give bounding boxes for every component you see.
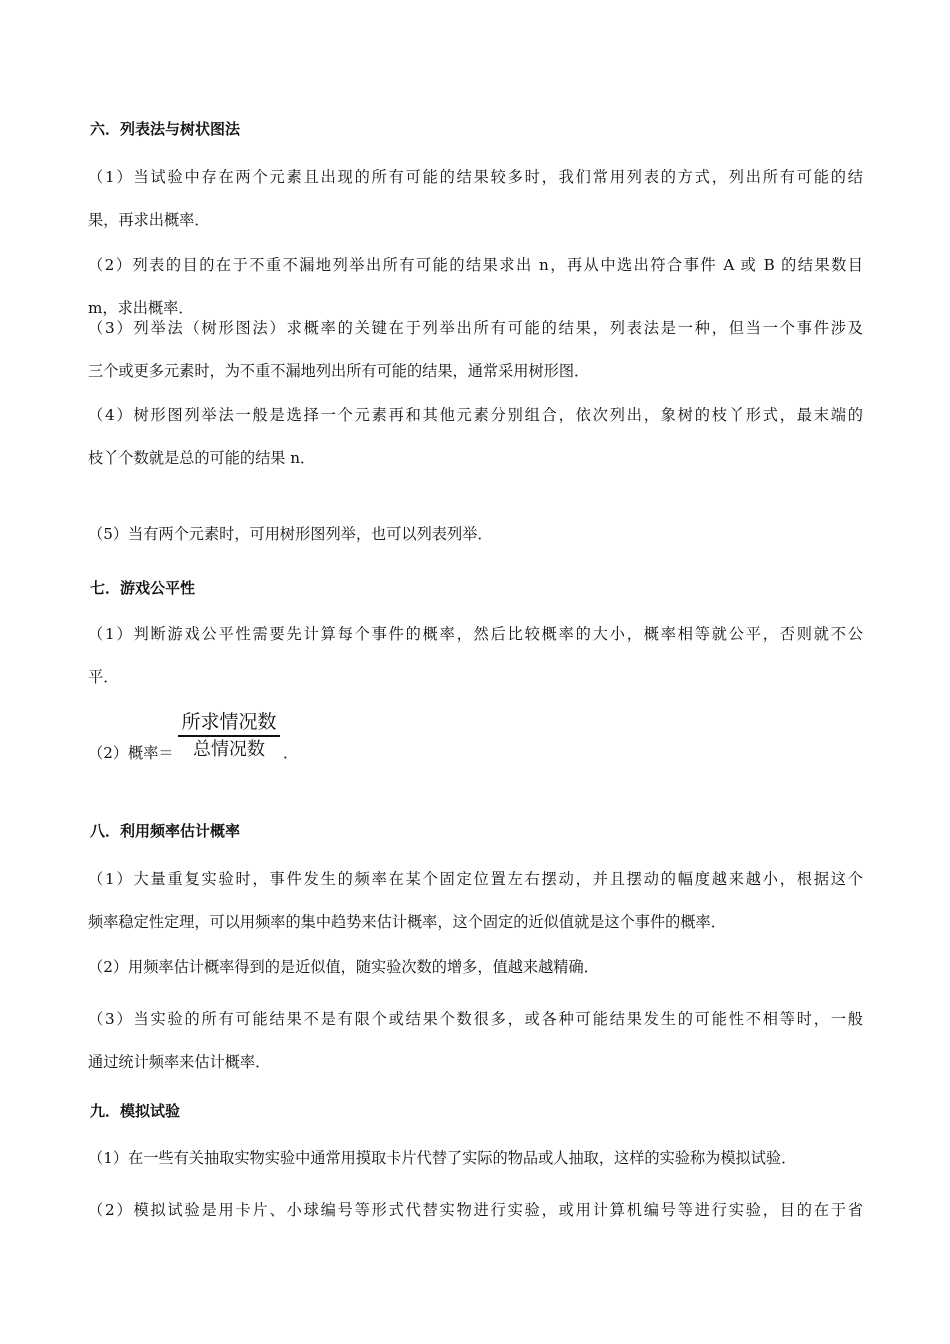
paragraph-line: （3）当实验的所有可能结果不是有限个或结果个数很多，或各种可能结果发生的可能性不相等时，一般 bbox=[88, 1010, 863, 1028]
fraction-denominator: 总情况数 bbox=[193, 739, 265, 760]
paragraph-line: 平． bbox=[88, 668, 119, 686]
paragraph-7-1 bbox=[88, 613, 863, 699]
paragraph-8-3 bbox=[88, 998, 863, 1084]
paragraph-line: （3）列举法（树形图法）求概率的关键在于列举出所有可能的结果，列表法是一种，但当一个事件涉及 bbox=[88, 319, 863, 337]
section-heading-8: 八．利用频率估计概率 bbox=[90, 822, 241, 840]
paragraph-line: m，求出概率． bbox=[88, 299, 194, 317]
paragraph-line: 枝丫个数就是总的可能的结果 n． bbox=[88, 449, 316, 467]
paragraph-line: （2）模拟试验是用卡片、小球编号等形式代替实物进行实验，或用计算机编号等进行实验，目的在于省 bbox=[88, 1201, 863, 1219]
paragraph-line: （1）当试验中存在两个元素且出现的所有可能的结果较多时，我们常用列表的方式，列出所有可能的结 bbox=[88, 168, 863, 186]
paragraph-line: （4）树形图列举法一般是选择一个元素再和其他元素分别组合，依次列出，象树的枝丫形式，最末端的 bbox=[88, 406, 863, 424]
paragraph-line: 频率稳定性定理，可以用频率的集中趋势来估计概率，这个固定的近似值就是这个事件的概率． bbox=[88, 913, 726, 931]
paragraph-6-3 bbox=[88, 307, 863, 393]
fraction-bar bbox=[178, 735, 280, 737]
fraction-numerator: 所求情况数 bbox=[181, 711, 277, 733]
paragraph-line: 通过统计频率来估计概率． bbox=[88, 1053, 271, 1071]
paragraph-line: （5）当有两个元素时，可用树形图列举，也可以列表列举． bbox=[88, 525, 493, 543]
paragraph-line: （1）大量重复实验时，事件发生的频率在某个固定位置左右摆动，并且摆动的幅度越来越小，根据这个 bbox=[88, 870, 863, 888]
paragraph-line: （1）判断游戏公平性需要先计算每个事件的概率，然后比较概率的大小，概率相等就公平，否则就不公 bbox=[88, 625, 863, 643]
section-heading-6: 六．列表法与树状图法 bbox=[90, 120, 241, 138]
paragraph-line: （2）列表的目的在于不重不漏地列举出所有可能的结果求出 n，再从中选出符合事件 A 或 B 的结果数目 bbox=[88, 256, 863, 274]
paragraph-line: （2）用频率估计概率得到的是近似值，随实验次数的增多，值越来越精确． bbox=[88, 958, 599, 976]
paragraph-9-2 bbox=[88, 1189, 863, 1232]
paragraph-9-1 bbox=[88, 1137, 863, 1180]
paragraph-6-5 bbox=[88, 513, 863, 556]
probability-fraction bbox=[178, 710, 280, 761]
formula-end: ． bbox=[283, 744, 299, 762]
paragraph-line: 三个或更多元素时，为不重不漏地列出所有可能的结果，通常采用树形图． bbox=[88, 362, 590, 380]
paragraph-line: （1）在一些有关抽取实物实验中通常用摸取卡片代替了实际的物品或人抽取，这样的实验称为模拟试验． bbox=[88, 1149, 797, 1167]
section-heading-9: 九．模拟试验 bbox=[90, 1102, 181, 1120]
paragraph-line: 果，再求出概率． bbox=[88, 211, 210, 229]
paragraph-8-1 bbox=[88, 858, 863, 944]
paragraph-8-2 bbox=[88, 946, 863, 989]
paragraph-6-4 bbox=[88, 394, 863, 480]
formula-label: （2）概率＝ bbox=[88, 744, 174, 762]
section-heading-7: 七．游戏公平性 bbox=[90, 579, 196, 597]
paragraph-6-1 bbox=[88, 156, 863, 242]
